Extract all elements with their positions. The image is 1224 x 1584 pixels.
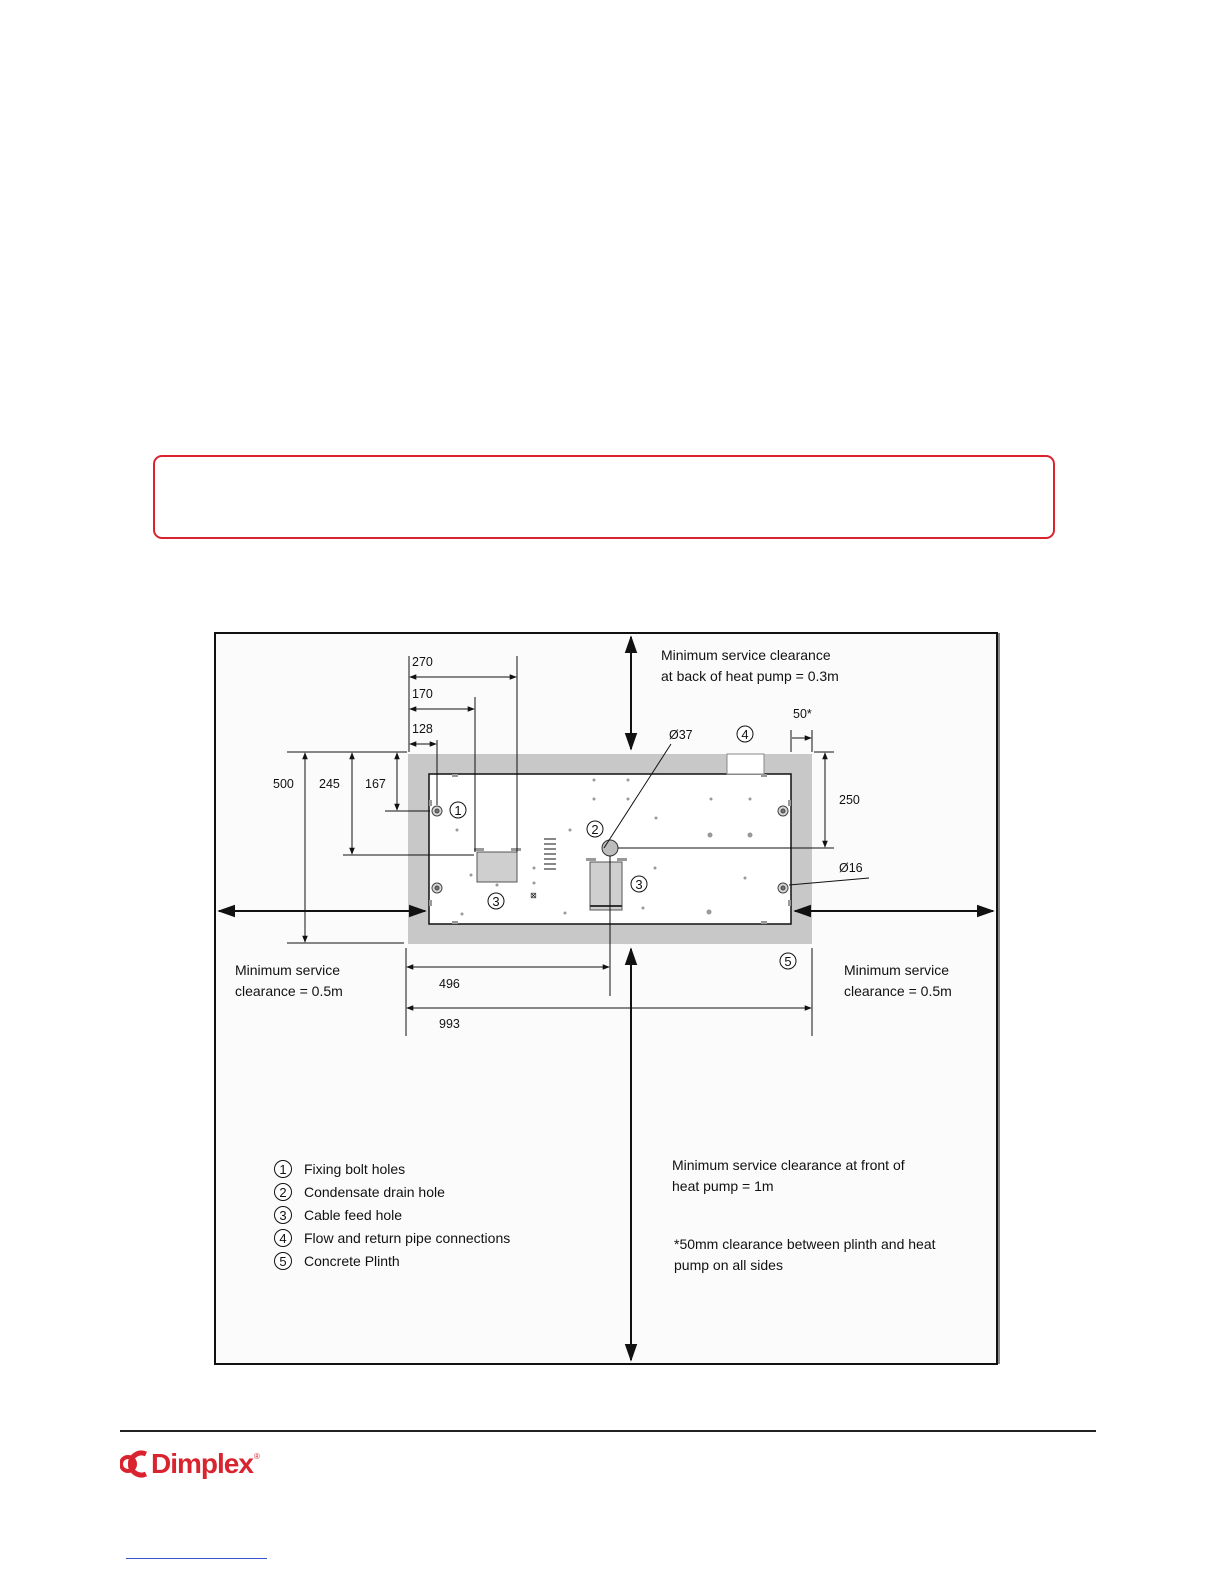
legend-label: Cable feed hole bbox=[304, 1207, 403, 1223]
cable-feed-hole-centre bbox=[590, 862, 622, 910]
dim-128: 128 bbox=[412, 722, 433, 736]
dim-500: 500 bbox=[273, 777, 294, 791]
svg-text:⊠: ⊠ bbox=[530, 891, 537, 900]
left-clearance-line2: clearance = 0.5m bbox=[235, 983, 343, 999]
pipe-connection-block bbox=[727, 754, 764, 774]
legend-number: 1 bbox=[279, 1162, 287, 1177]
dim-167: 167 bbox=[365, 777, 386, 791]
legend-label: Concrete Plinth bbox=[304, 1253, 400, 1269]
right-clearance-line1: Minimum service bbox=[844, 962, 950, 978]
dimplex-logo bbox=[120, 1446, 260, 1482]
brand-name: Dimplex bbox=[151, 1448, 253, 1479]
back-clearance-line2: at back of heat pump = 0.3m bbox=[661, 668, 839, 684]
callout-5: 5 bbox=[784, 954, 792, 969]
registered-mark: ® bbox=[253, 1452, 260, 1461]
legend-label: Fixing bolt holes bbox=[304, 1161, 406, 1177]
dim-496: 496 bbox=[439, 977, 460, 991]
plinth-note-line1: *50mm clearance between plinth and heat bbox=[674, 1236, 936, 1252]
dim-270: 270 bbox=[412, 655, 433, 669]
right-clearance-line2: clearance = 0.5m bbox=[844, 983, 952, 999]
legend-label: Flow and return pipe connections bbox=[304, 1230, 511, 1246]
front-clearance-line2: heat pump = 1m bbox=[672, 1178, 774, 1194]
legend-label: Condensate drain hole bbox=[304, 1184, 445, 1200]
legend-number: 3 bbox=[279, 1208, 287, 1223]
callout-3-centre: 3 bbox=[635, 877, 643, 892]
legend-item bbox=[275, 1230, 511, 1247]
cable-feed-hole-left bbox=[477, 852, 517, 882]
back-clearance-line1: Minimum service clearance bbox=[661, 647, 831, 663]
dim-250: 250 bbox=[839, 793, 860, 807]
dim-170: 170 bbox=[412, 687, 433, 701]
callout-1: 1 bbox=[454, 803, 462, 818]
dim-diameter-16: Ø16 bbox=[839, 861, 863, 875]
dim-50: 50* bbox=[793, 707, 812, 721]
callout-4: 4 bbox=[741, 727, 749, 742]
footer-divider bbox=[120, 1430, 1096, 1432]
dim-993: 993 bbox=[439, 1017, 460, 1031]
link-underline bbox=[126, 1558, 267, 1559]
plinth-note-line2: pump on all sides bbox=[674, 1257, 783, 1273]
legend-number: 2 bbox=[279, 1185, 287, 1200]
dim-diameter-37: Ø37 bbox=[669, 728, 693, 742]
dim-245: 245 bbox=[319, 777, 340, 791]
dimplex-mark-icon bbox=[120, 1449, 150, 1479]
front-clearance-line1: Minimum service clearance at front of bbox=[672, 1157, 905, 1173]
legend-number: 4 bbox=[279, 1231, 287, 1246]
callout-3-left: 3 bbox=[492, 894, 500, 909]
left-clearance-line1: Minimum service bbox=[235, 962, 341, 978]
legend-number: 5 bbox=[279, 1254, 287, 1269]
callout-2: 2 bbox=[591, 822, 599, 837]
